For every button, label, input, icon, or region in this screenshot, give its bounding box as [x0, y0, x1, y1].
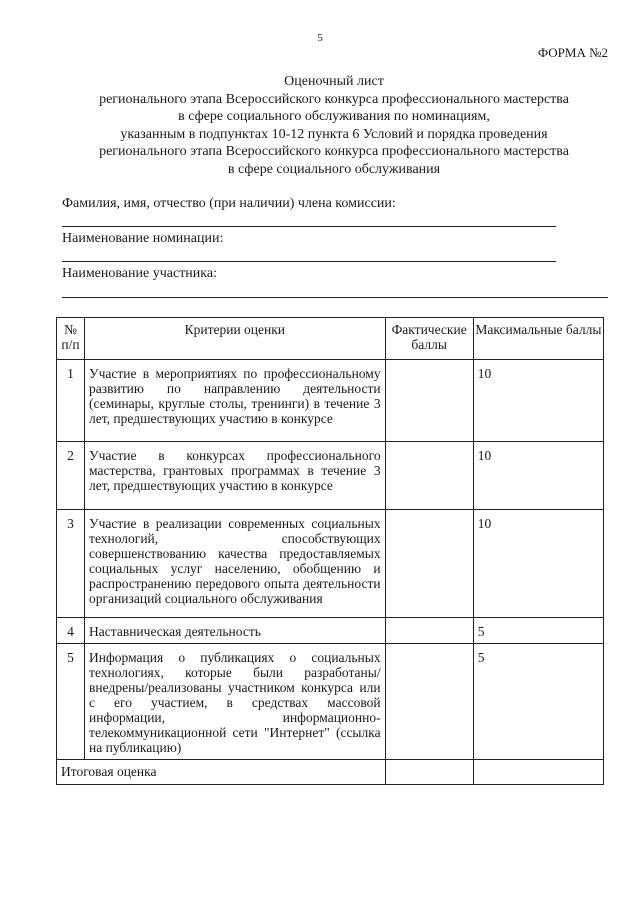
participant-line — [62, 297, 608, 298]
evaluation-table — [56, 317, 604, 785]
row-criterion: Участие в реализации современных социальных технологий, способствующих совершенствованию качества предоставляемых социальных услуг населению, обобщению и распространению передового опыта деятельности организаций социального обслуживания — [85, 510, 386, 618]
row-max-score: 5 — [473, 644, 603, 760]
total-actual-score[interactable] — [385, 760, 473, 785]
row-number: 3 — [57, 510, 85, 618]
row-criterion: Наставническая деятельность — [85, 618, 386, 644]
title-line: в сфере социального обслуживания по номинациям, — [178, 109, 490, 124]
title-line: регионального этапа Всероссийского конкурса профессионального мастерства — [99, 144, 569, 159]
row-actual-score[interactable] — [385, 510, 473, 618]
row-actual-score[interactable] — [385, 360, 473, 442]
title-line: указанным в подпунктах 10-12 пункта 6 Условий и порядка проведения — [120, 126, 548, 142]
document-title — [60, 73, 608, 178]
title-line: регионального этапа Всероссийского конкурса профессионального мастерства — [99, 91, 569, 107]
row-criterion: Участие в мероприятиях по профессиональному развитию по направлению деятельности (семинары, круглые столы, тренинги) в течение 3 лет, предшествующих участию в конкурсе — [85, 360, 386, 442]
header-max: Максимальные баллы — [473, 318, 603, 360]
title-line: в сфере социального обслуживания — [227, 161, 441, 177]
row-actual-score[interactable] — [385, 644, 473, 760]
header-num: № п/п — [57, 318, 85, 360]
table-row — [57, 442, 604, 510]
commission-member-line — [62, 226, 556, 227]
nomination-line — [62, 261, 556, 262]
header-criteria: Критерии оценки — [85, 318, 386, 360]
nomination-label: Наименование номинации: — [62, 231, 224, 246]
row-max-score: 10 — [473, 360, 603, 442]
header-actual: Фактические баллы — [385, 318, 473, 360]
row-max-score: 10 — [473, 442, 603, 510]
page-number: 5 — [317, 32, 323, 44]
total-max-score — [473, 760, 603, 785]
row-number: 5 — [57, 644, 85, 760]
row-number: 2 — [57, 442, 85, 510]
form-label: ФОРМА №2 — [537, 45, 608, 60]
table-total-row — [57, 760, 604, 785]
row-number: 1 — [57, 360, 85, 442]
title-line: Оценочный лист — [284, 74, 384, 89]
row-criterion: Информация о публикациях о социальных технологиях, которые были разработаны/внедрены/реализованы участником конкурса или с его участием, в средствах массовой информации, информационно-телекоммуникационной сети "Интернет" (ссылка на публикацию) — [85, 644, 386, 760]
commission-member-label: Фамилия, имя, отчество (при наличии) члена комиссии: — [62, 196, 396, 211]
row-actual-score[interactable] — [385, 618, 473, 644]
table-row — [57, 510, 604, 618]
table-header-row — [57, 318, 604, 360]
row-criterion: Участие в конкурсах профессионального мастерства, грантовых программах в течение 3 лет, предшествующих участию в конкурсе — [85, 442, 386, 510]
table-row — [57, 618, 604, 644]
row-actual-score[interactable] — [385, 442, 473, 510]
total-label: Итоговая оценка — [57, 760, 386, 785]
participant-label: Наименование участника: — [62, 266, 217, 281]
row-max-score: 10 — [473, 510, 603, 618]
row-max-score: 5 — [473, 618, 603, 644]
row-number: 4 — [57, 618, 85, 644]
table-row — [57, 644, 604, 760]
table-row — [57, 360, 604, 442]
